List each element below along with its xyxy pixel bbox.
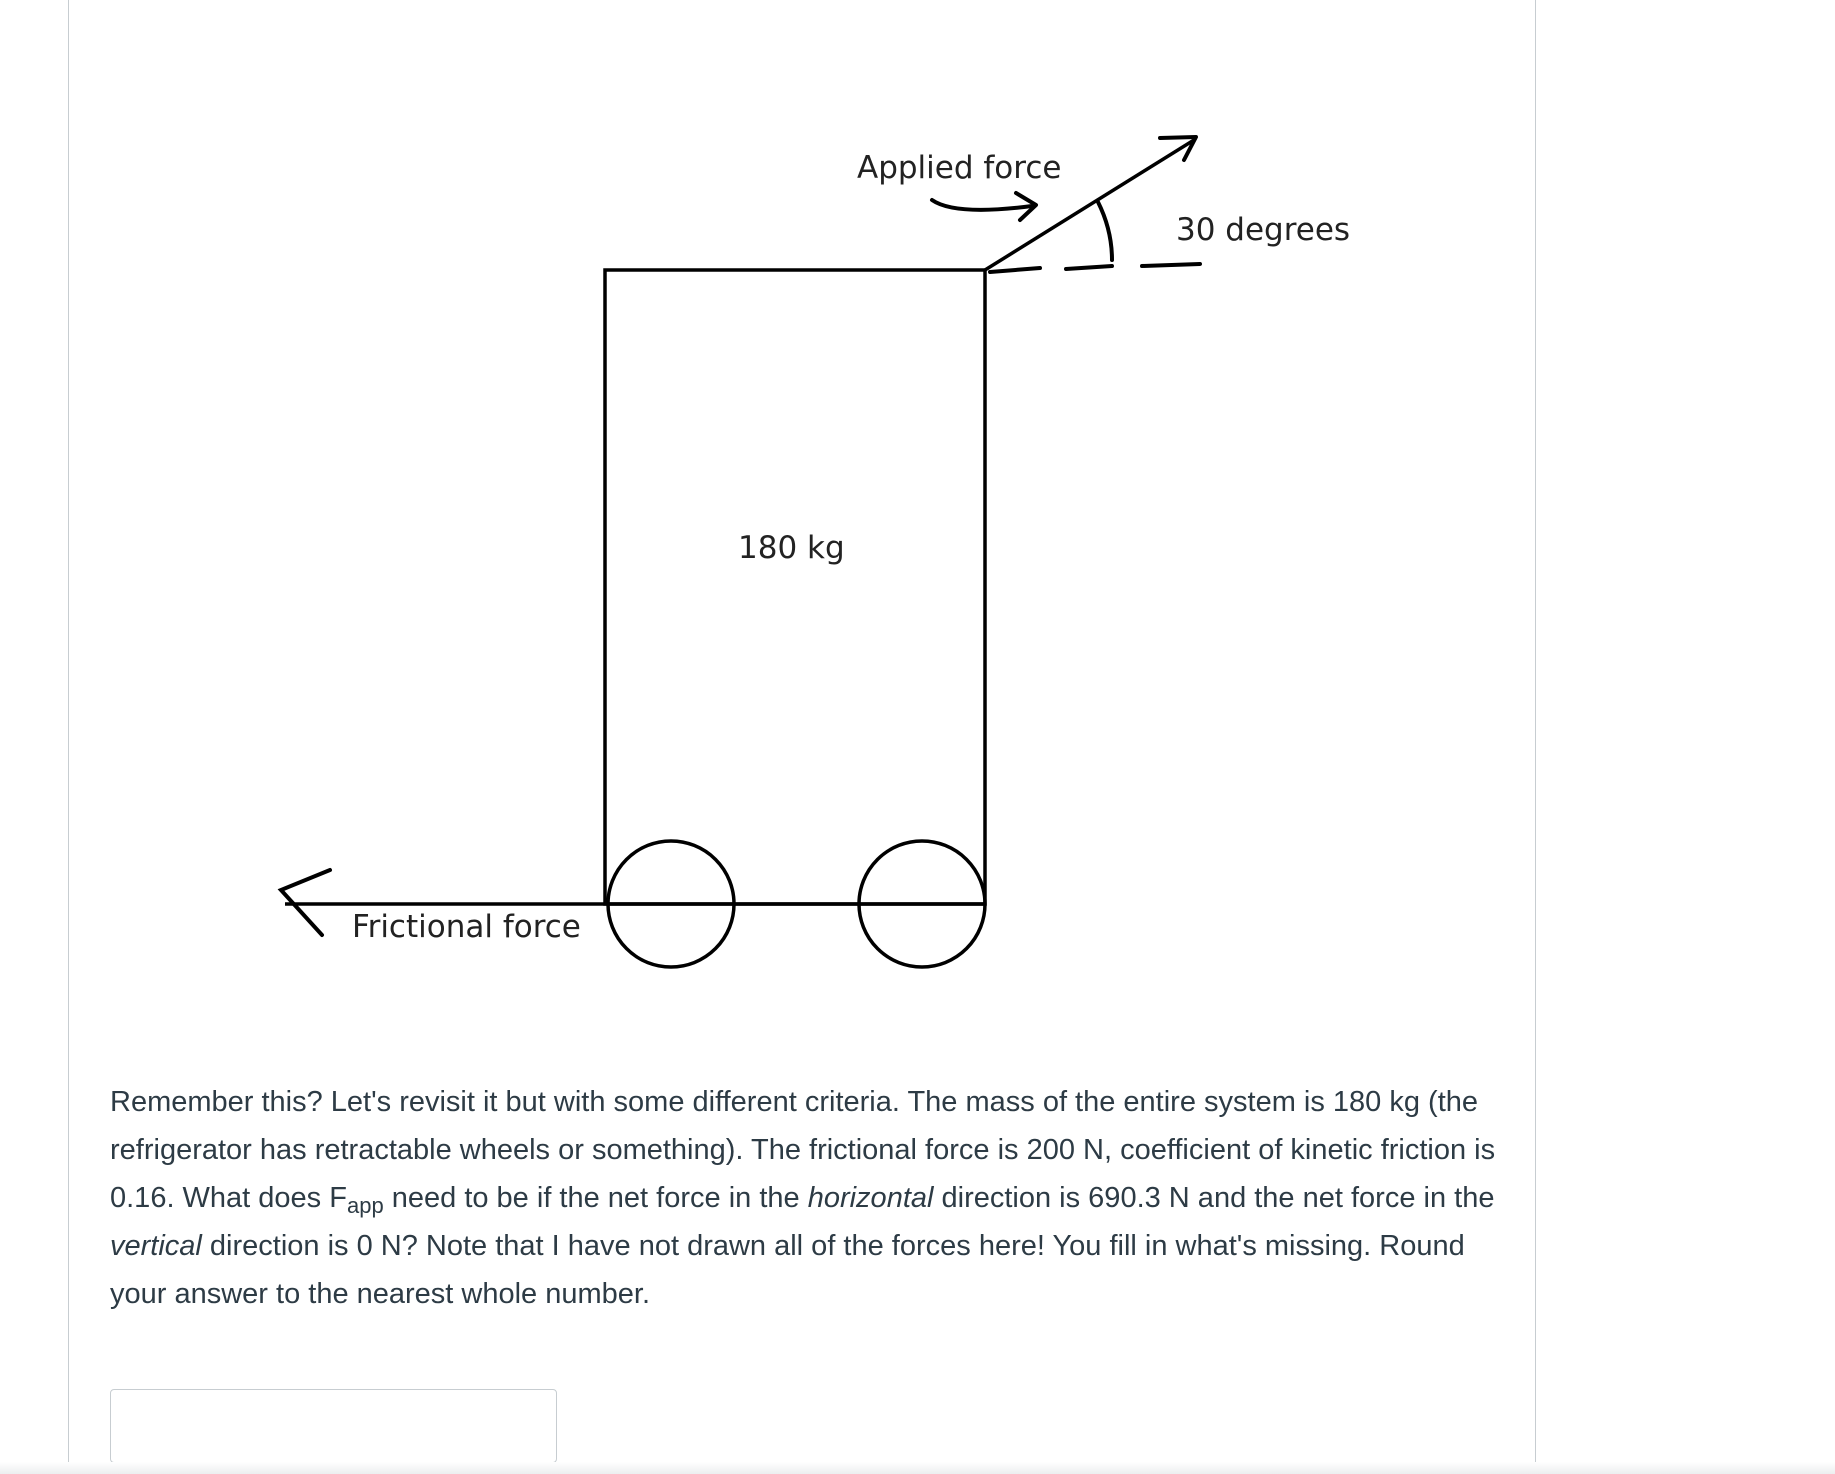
question-text-part-3: direction is 690.3 N and the net force in the: [933, 1182, 1495, 1214]
question-text-part-2: need to be if the net force in the: [383, 1182, 808, 1214]
question-text: [110, 1078, 1510, 1318]
frictional-force-label: Frictional force: [352, 909, 581, 945]
label-pointer-arrow: [932, 193, 1036, 220]
mass-label: 180 kg: [738, 530, 845, 566]
angle-label: 30 degrees: [1176, 212, 1351, 248]
bottom-edge: [0, 1462, 1835, 1474]
refrigerator-box: [605, 270, 985, 904]
question-emphasis-vertical: vertical: [110, 1230, 202, 1262]
question-text-part-4: direction is 0 N? Note that I have not drawn all of the forces here! You fill in what's missing. Round your answer to the nearest whole number.: [110, 1230, 1465, 1310]
question-emphasis-horizontal: horizontal: [807, 1182, 934, 1214]
angle-arc: [1098, 202, 1112, 260]
question-text-part-1: Remember this? Let's revisit it but with some different criteria. The mass of the entire system is 180 kg (the refrigerator has retractable wheels or something). The frictional force is 200 N, coefficient of kinetic friction is 0.16. What does F: [110, 1086, 1496, 1214]
question-subscript: app: [346, 1193, 384, 1218]
reference-dashed-line: [990, 264, 1200, 272]
answer-input[interactable]: [110, 1389, 557, 1463]
applied-force-label: Applied force: [857, 150, 1062, 186]
